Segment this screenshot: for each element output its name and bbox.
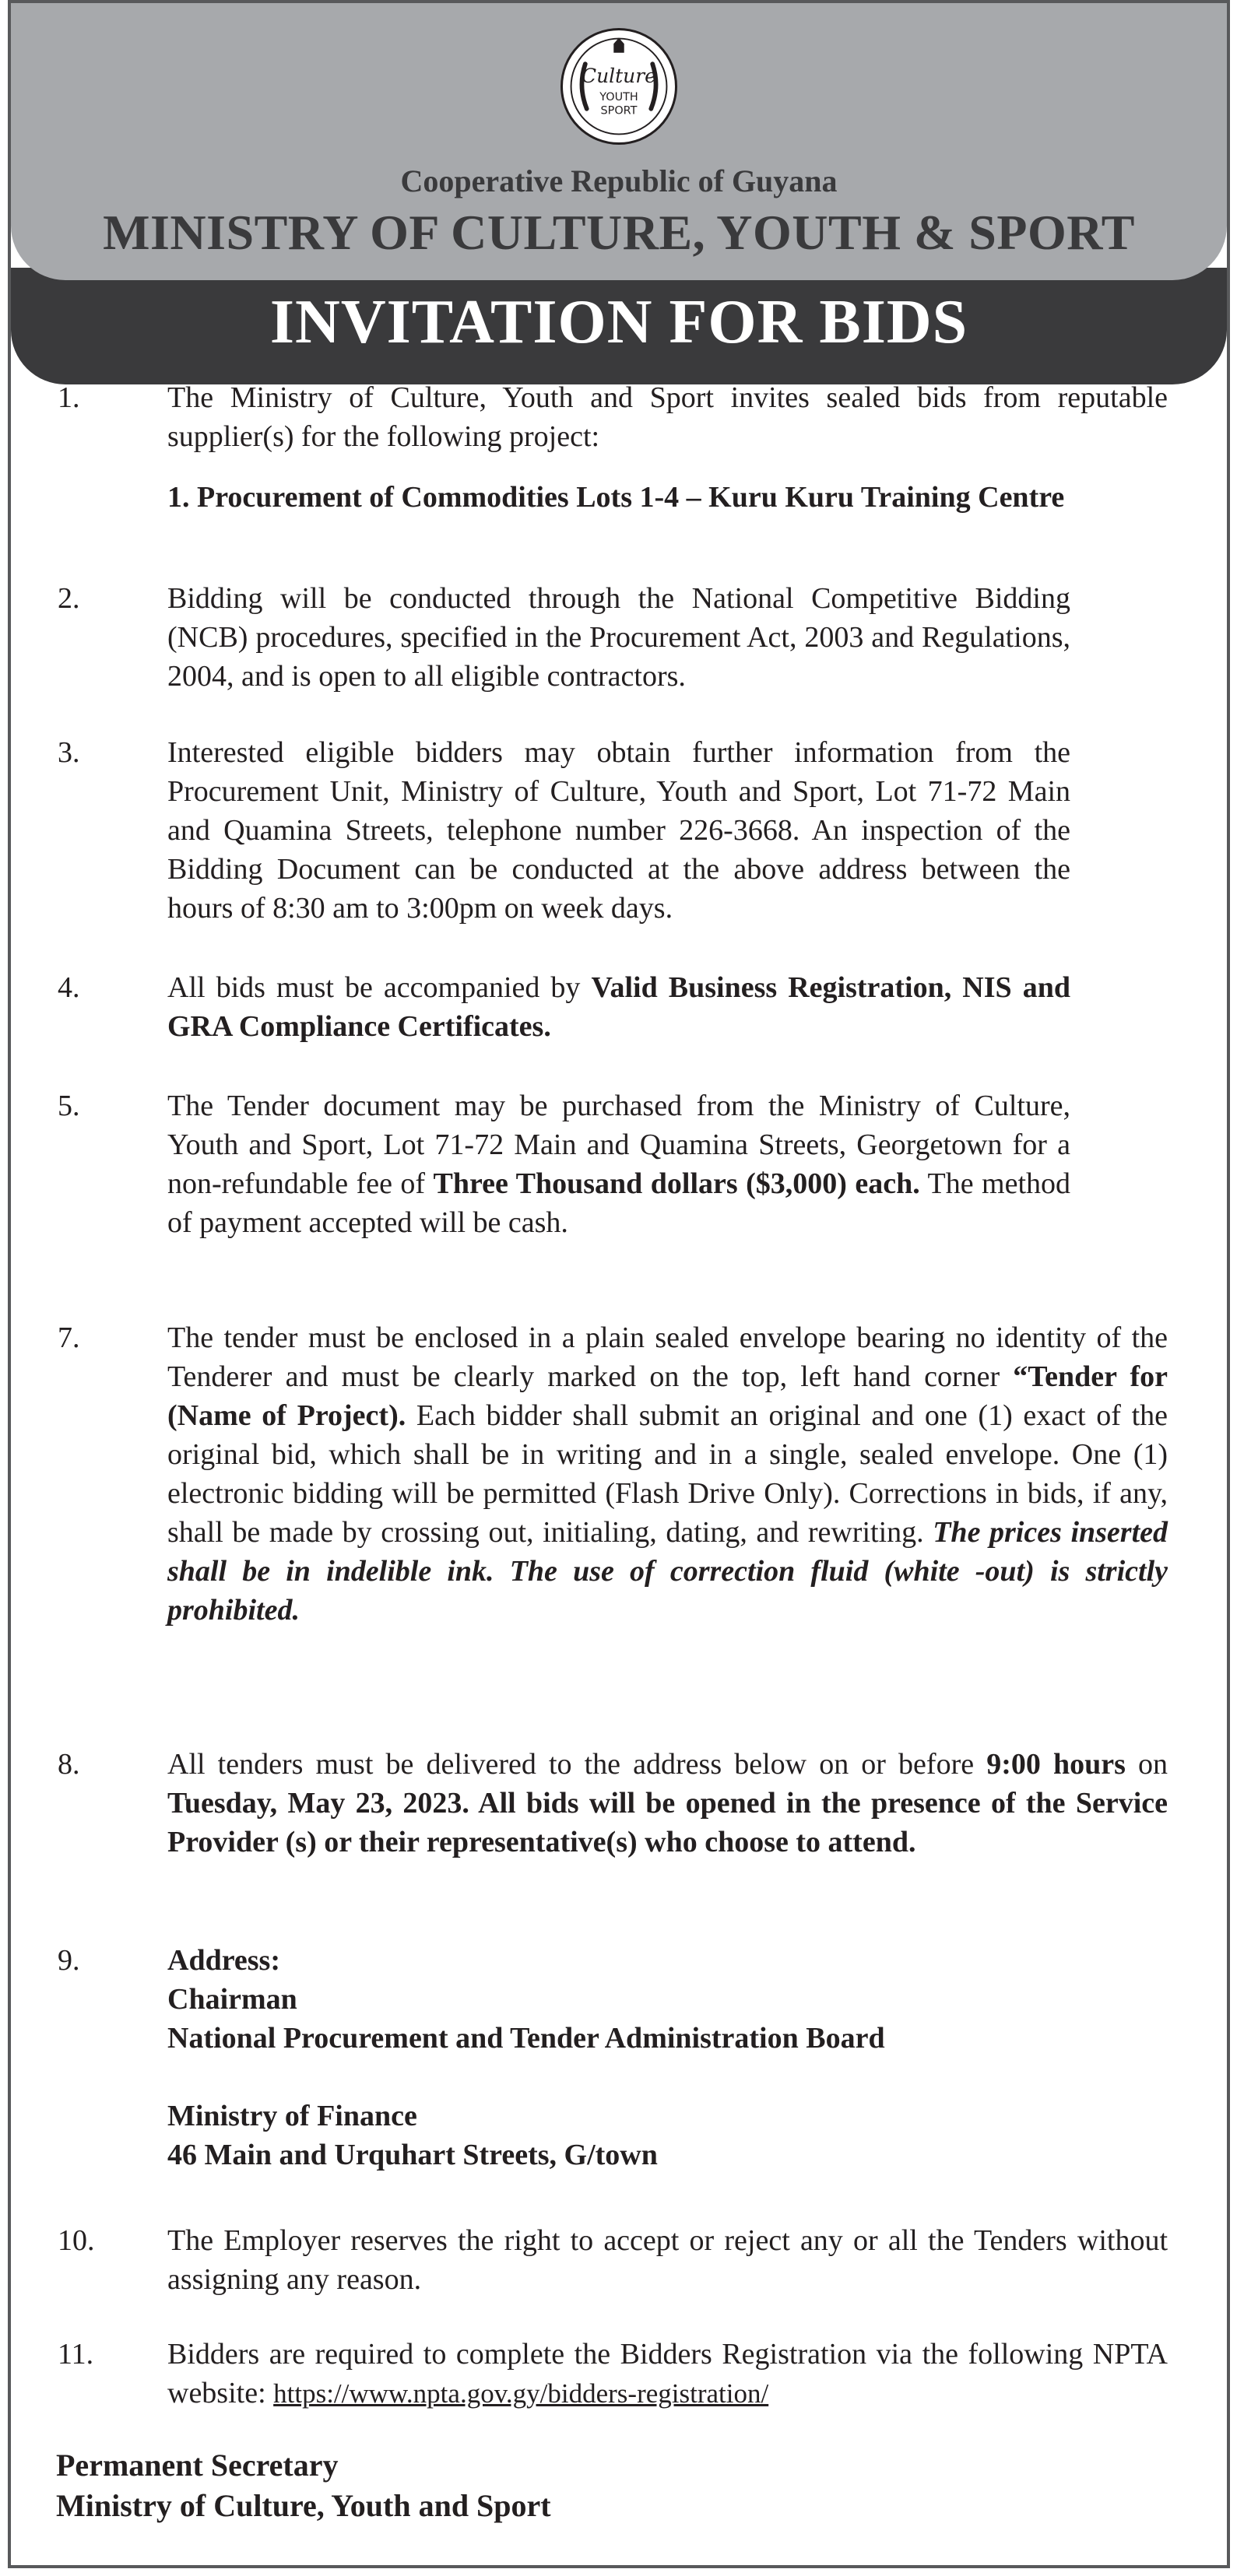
clause-body: All bids must be accompanied by <box>167 971 592 1004</box>
clause-text <box>167 1086 1070 1242</box>
signatory-title: Permanent Secretary <box>56 2448 339 2483</box>
clause-text <box>167 1318 1168 1630</box>
fee-amount: Three Thousand dollars ($3,000) each. <box>433 1167 920 1200</box>
address-line: Chairman <box>167 1983 297 2016</box>
deadline-date: Tuesday, May 23, 2023. All bids will be opened in the presence of the Service Provider (s) or their representative(s) who choose to attend. <box>167 1787 1168 1858</box>
signatory-org: Ministry of Culture, Youth and Sport <box>56 2488 551 2523</box>
clause-text <box>167 968 1070 1046</box>
svg-text:YOUTH: YOUTH <box>599 91 638 104</box>
address-line: Ministry of Finance <box>167 2100 417 2132</box>
clause-text <box>167 2335 1168 2413</box>
svg-text:SPORT: SPORT <box>600 104 638 118</box>
clause-number: 1. <box>58 381 80 414</box>
clause-text <box>167 378 1168 517</box>
clause-number: 7. <box>58 1321 80 1354</box>
clause-body-mid: Each bidder shall submit an original and one (1) exact of the original bid, which shall be in writing and in a single, sealed envelope. One (1) electronic bidding will be permitted (Flash Drive Only). Corrections in bids, if any, shall be made by crossing out, initialing, dating, and rewriting. <box>167 1399 1168 1549</box>
clause-body: The tender must be enclosed in a plain sealed envelope bearing no identity of the Tenderer and must be clearly marked on the top, left hand corner <box>167 1321 1168 1393</box>
address-label: Address: <box>167 1944 280 1977</box>
project-title: 1. Procurement of Commodities Lots 1-4 – Kuru Kuru Training Centre <box>167 481 1065 514</box>
country-name: Cooperative Republic of Guyana <box>400 163 838 198</box>
deadline-time: 9:00 hours <box>986 1748 1126 1781</box>
delivery-address <box>167 1941 1168 2174</box>
clause-text: Interested eligible bidders may obtain further information from the Procurement Unit, Ministry of Culture, Youth and Sport, Lot 71-72 Main and Quamina Streets, telephone number 226-3668. An inspection of the Bidding Document can be conducted at the above address between the hours of 8:30 am to 3:00pm on week days. <box>167 736 1070 925</box>
address-line: 46 Main and Urquhart Streets, G/town <box>167 2139 658 2171</box>
clause-text <box>167 1745 1168 1862</box>
clause-number: 9. <box>58 1944 80 1977</box>
clause-number: 5. <box>58 1090 80 1122</box>
signature-block <box>56 2445 551 2526</box>
document-page <box>8 0 1230 2568</box>
ministry-logo <box>560 28 677 145</box>
clause-body: All tenders must be delivered to the address below on or before <box>167 1748 987 1781</box>
clause-number: 4. <box>58 971 80 1004</box>
ministry-name: MINISTRY OF CULTURE, YOUTH & SPORT <box>103 205 1135 260</box>
clause-body: The Ministry of Culture, Youth and Sport invites sealed bids from reputable supplier(s) for the following project: <box>167 381 1168 453</box>
clause-body-end: The method of payment accepted will be cash. <box>167 1167 1070 1239</box>
clause-number: 2. <box>58 582 80 615</box>
clause-body: Bidders are required to complete the Bidders Registration via the following NPTA website: <box>167 2338 1168 2409</box>
envelope-marking: “Tender for (Name of Project). <box>167 1360 1168 1432</box>
clause-number: 3. <box>58 736 80 769</box>
ink-warning: The prices inserted shall be in indelible ink. The use of correction fluid (white -out) is strictly prohibited. <box>167 1516 1168 1627</box>
svg-text:Culture: Culture <box>582 65 656 88</box>
required-documents: Valid Business Registration, NIS and GRA Compliance Certificates. <box>167 971 1071 1043</box>
registration-link[interactable]: https://www.npta.gov.gy/bidders-registration/ <box>273 2378 769 2409</box>
page-title: INVITATION FOR BIDS <box>269 288 968 356</box>
clause-text: The Employer reserves the right to accept or reject any or all the Tenders without assigning any reason. <box>167 2224 1168 2296</box>
address-line: National Procurement and Tender Administration Board <box>167 2022 885 2055</box>
clause-text: Bidding will be conducted through the National Competitive Bidding (NCB) procedures, specified in the Procurement Act, 2003 and Regulations, 2004, and is open to all eligible contractors. <box>167 582 1070 693</box>
clause-number: 11. <box>58 2338 94 2371</box>
clause-body-on: on <box>1125 1748 1168 1781</box>
clause-number: 10. <box>58 2224 95 2257</box>
clause-number: 8. <box>58 1748 80 1781</box>
clause-body: The Tender document may be purchased from the Ministry of Culture, Youth and Sport, Lot 71-72 Main and Quamina Streets, Georgetown for a non-refundable fee of <box>167 1090 1070 1200</box>
